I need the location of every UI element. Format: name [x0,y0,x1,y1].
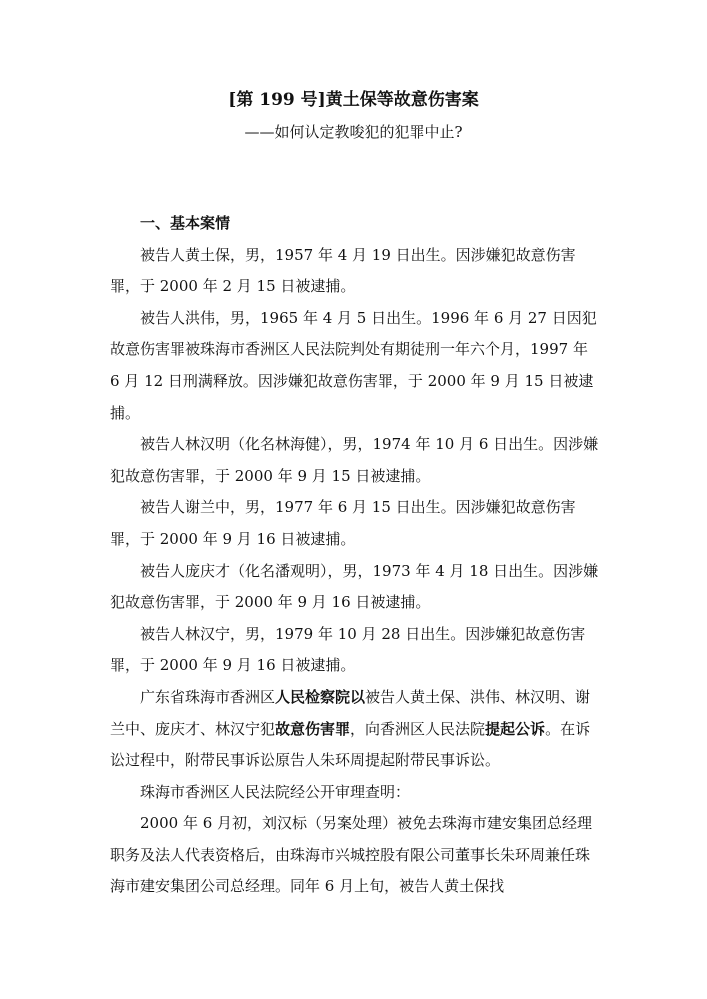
paragraph-defendant-2: 被告人洪伟，男，1965 年 4 月 5 日出生。1996 年 6 月 27 日因犯故意伤害罪被珠海市香洲区人民法院判处有期徒刑一年六个月，1997 年 6 月 12 日刑满释放。因涉嫌犯故意伤害罪，于 2000 年 9 月 15 日被逮捕。 [110,308,597,422]
paragraph-defendant-4: 被告人谢兰中，男，1977 年 6 月 15 日出生。因涉嫌犯故意伤害罪，于 2000 年 9 月 16 日被逮捕。 [110,498,576,548]
document-body [110,208,600,903]
facts-text-1: 2000 年 6 月初，刘汉标（另案处理）被免去珠海市建安集团总经理职务及法人代表资格后，由珠海市兴城控股有限公司董事长朱环周兼任珠海市建安集团公司总经理。 [110,814,593,896]
prosecution-bold-indictment: 提起公诉 [485,719,546,738]
prosecution-text-3: ，向香洲区人民法院 [350,719,486,738]
paragraph-defendant-3: 被告人林汉明（化名林海健），男，1974 年 10 月 6 日出生。因涉嫌犯故意伤害罪，于 2000 年 9 月 15 日被逮捕。 [110,435,599,485]
prosecution-text-2: 被告人黄土保、洪伟、林汉明、谢兰中、庞庆才、林汉宁犯 [110,687,591,738]
facts-text-2: 同年 6 月上旬，被告人黄土保找 [290,877,505,896]
paragraph-prosecution [110,682,600,777]
paragraph-trial-intro: 珠海市香洲区人民法院经公开审理查明： [140,782,411,801]
prosecution-text-4: 。在诉讼过程中，附带民事诉讼原告人朱环周提起附带民事诉讼。 [110,719,591,770]
prosecution-bold-procuratorate: 人民检察院以 [275,687,366,706]
prosecution-bold-charge: 故意伤害罪 [275,719,351,738]
paragraph-defendant-5: 被告人庞庆才（化名潘观明），男，1973 年 4 月 18 日出生。因涉嫌犯故意伤害罪，于 2000 年 9 月 16 日被逮捕。 [110,561,599,612]
section-heading: 一、基本案情 [140,214,231,232]
case-title: [第 199 号]黄土保等故意伤害案 [228,90,479,110]
paragraph-defendant-6: 被告人林汉宁，男，1979 年 10 月 28 日出生。因涉嫌犯故意伤害罪，于 2000 年 9 月 16 日被逮捕。 [110,624,586,675]
paragraph-defendant-1: 被告人黄土保，男，1957 年 4 月 19 日出生。因涉嫌犯故意伤害罪，于 2000 年 2 月 15 日被逮捕。 [110,245,576,296]
paragraph-facts [110,808,600,903]
prosecution-text-1: 广东省珠海市香洲区 [140,687,276,706]
case-subtitle: ——如何认定教唆犯的犯罪中止? [244,123,463,141]
